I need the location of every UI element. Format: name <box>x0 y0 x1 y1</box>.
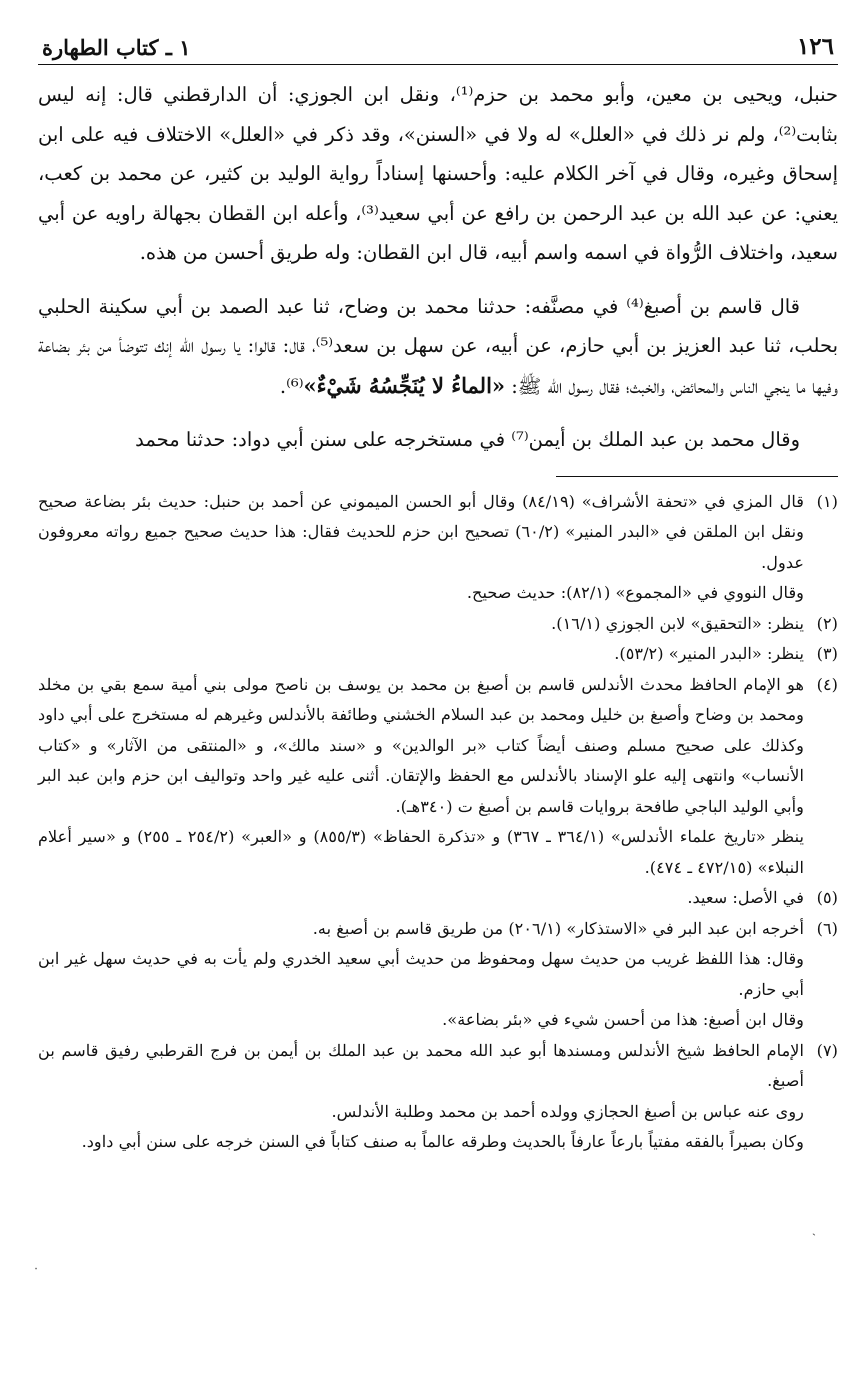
footnote-text: وقال النووي في «المجموع» (٨٢/١): حديث صحيح. <box>466 583 804 602</box>
footnote-6 <box>38 914 838 1036</box>
footnote-7 <box>38 1036 838 1158</box>
footnote-text: وقال ابن أصبغ: هذا من أحسن شيء في «بئر بضاعة». <box>442 1010 804 1029</box>
paragraph-2-footnote-ref: ⁽⁶⁾. <box>279 374 304 398</box>
paragraph-3: وقال محمد بن عبد الملك بن أيمن⁽⁷⁾ في مستخرجه على سنن أبي دواد: حدثنا محمد <box>135 428 800 451</box>
footnote-4 <box>38 670 838 884</box>
footnote-5 <box>38 883 838 914</box>
footnote-number: (٦) <box>816 918 838 938</box>
footnote-text: وكان بصيراً بالفقه مفتياً بارعاً عارفاً بالحديث وطرقه عالماً به صنف كتاباً في السنن خرجه على سنن أبي داود. <box>81 1132 804 1151</box>
footnote-text: هو الإمام الحافظ محدث الأندلس قاسم بن أصبغ بن محمد بن يوسف بن ناصح مولى بني أمية سمع بقي بن مخلد ومحمد بن وضاح وأصبغ بن خليل ومحمد بن عبد السلام الخشني وطائفة بالأندلس وغيرهم له مستخرج على أبي داود وكذلك على صحيح مسلم وصنف أيضاً كتاب «بر الوالدين» و «سند مالك»، و «المنتقى من الآثار» و «كتاب الأنساب» وانتهى إليه علو الإسناد بالأندلس مع الحفظ والإتقان. أثنى عليه غير واحد وتواليف ابن حزم وابن عبد البر وأبي الوليد الباجي طافحة بروايات قاسم بن أصبغ ت (٣٤٠هـ). <box>38 674 804 816</box>
footnote-number: (٧) <box>816 1040 838 1060</box>
running-header <box>38 28 838 65</box>
footnote-3 <box>38 639 838 670</box>
footnote-text: أخرجه ابن عبد البر في «الاستذكار» (٢٠٦/١) من طريق قاسم بن أصبغ به. <box>312 918 804 938</box>
footnote-number: (٣) <box>816 644 838 663</box>
footnotes <box>38 487 838 1158</box>
footnote-text: ينظر: «التحقيق» لابن الجوزي (١٦/١). <box>551 613 804 633</box>
footnote-text: وقال: هذا اللفظ غريب من حديث سهل ومحفوظ من حديث أبي سعيد الخدري ولم يأت به في حديث سهل غير ابن أبي حازم. <box>38 949 804 999</box>
footnote-number: (٥) <box>816 888 838 907</box>
footnote-text: في الأصل: سعيد. <box>687 888 804 907</box>
footnote-text: روى عنه عباس بن أصبغ الحجازي وولده أحمد بن محمد وطلبة الأندلس. <box>331 1101 804 1121</box>
margin-speck: ˏ <box>812 1222 816 1236</box>
footnote-text: ينظر «تاريخ علماء الأندلس» (٣٦٤/١ ـ ٣٦٧) و «تذكرة الحفاظ» (٨٥٥/٣) و «العبر» (٢٥٤/٢ ـ ٢٥٥) و «سير أعلام النبلاء» (٤٧٢/١٥ ـ ٤٧٤). <box>38 827 804 877</box>
footnote-1 <box>38 487 838 609</box>
book-page <box>38 28 838 1348</box>
footnote-number: (١) <box>816 491 838 511</box>
footnote-2 <box>38 609 838 640</box>
page-number: ١٢٦ <box>796 33 834 60</box>
main-text <box>38 75 838 460</box>
paragraph-2-text: قال قاسم بن أصبغ⁽⁴⁾ في مصنَّفه: حدثنا محمد بن وضاح، ثنا عبد الصمد بن أبي سكينة الحلبي بحلب، ثنا عبد العزيز بن أبي حازم، عن أبيه، عن سهل بن سعد⁽⁵⁾، قال: قالوا: يا رسول الله إنك تتوضأ من بئر بضاعة وفيها ما ينجي الناس والمحائض، والخبث؛ فقال رسول الله ﷺ: <box>38 294 838 398</box>
footnote-text: قال المزي في «تحفة الأشراف» (٨٤/١٩) وقال أبو الحسن الميموني عن أحمد بن حنبل: حديث بئر بضاعة صحيح ونقل ابن الملقن في «البدر المنير» (٦٠/٢) تصحيح ابن حزم للحديث فقال: هذا حديث صحيح جميع رواته معروفون عدول. <box>38 491 804 572</box>
footnote-number: (٤) <box>816 674 838 694</box>
margin-speck: ˑ <box>34 1262 39 1276</box>
chapter-title: ١ ـ كتاب الطهارة <box>42 35 191 60</box>
paragraph-2 <box>38 287 838 407</box>
footnote-text: الإمام الحافظ شيخ الأندلس ومسندها أبو عبد الله محمد بن عبد الملك بن أيمن بن فرج القرطبي رفيق قاسم بن أصبغ. <box>38 1040 804 1090</box>
footnote-text: ينظر: «البدر المنير» (٥٣/٢). <box>614 644 804 663</box>
hadith-quote: «الماءُ لا يُنَجِّسُهُ شَيْءٌ» <box>303 372 506 398</box>
paragraph-1: حنبل، ويحيى بن معين، وأبو محمد بن حزم⁽¹⁾، ونقل ابن الجوزي: أن الدارقطني قال: إنه ليس بثابت⁽²⁾، ولم نر ذلك في «العلل» له ولا في «السنن»، وقد ذكر في «العلل» الاختلاف فيه على ابن إسحاق وغيره، وقال في آخر الكلام عليه: وأحسنها إسناداً رواية الوليد بن كثير، عن محمد بن كعب، يعني: عن عبد الله بن عبد الرحمن بن رافع عن أبي سعيد⁽³⁾، وأعله ابن القطان بجهالة راويه عن أبي سعيد، واختلاف الرُّواة في اسمه واسم أبيه، قال ابن القطان: وله طريق أحسن من هذه. <box>38 83 839 264</box>
footnote-separator <box>556 476 838 477</box>
footnote-number: (٢) <box>816 613 838 633</box>
